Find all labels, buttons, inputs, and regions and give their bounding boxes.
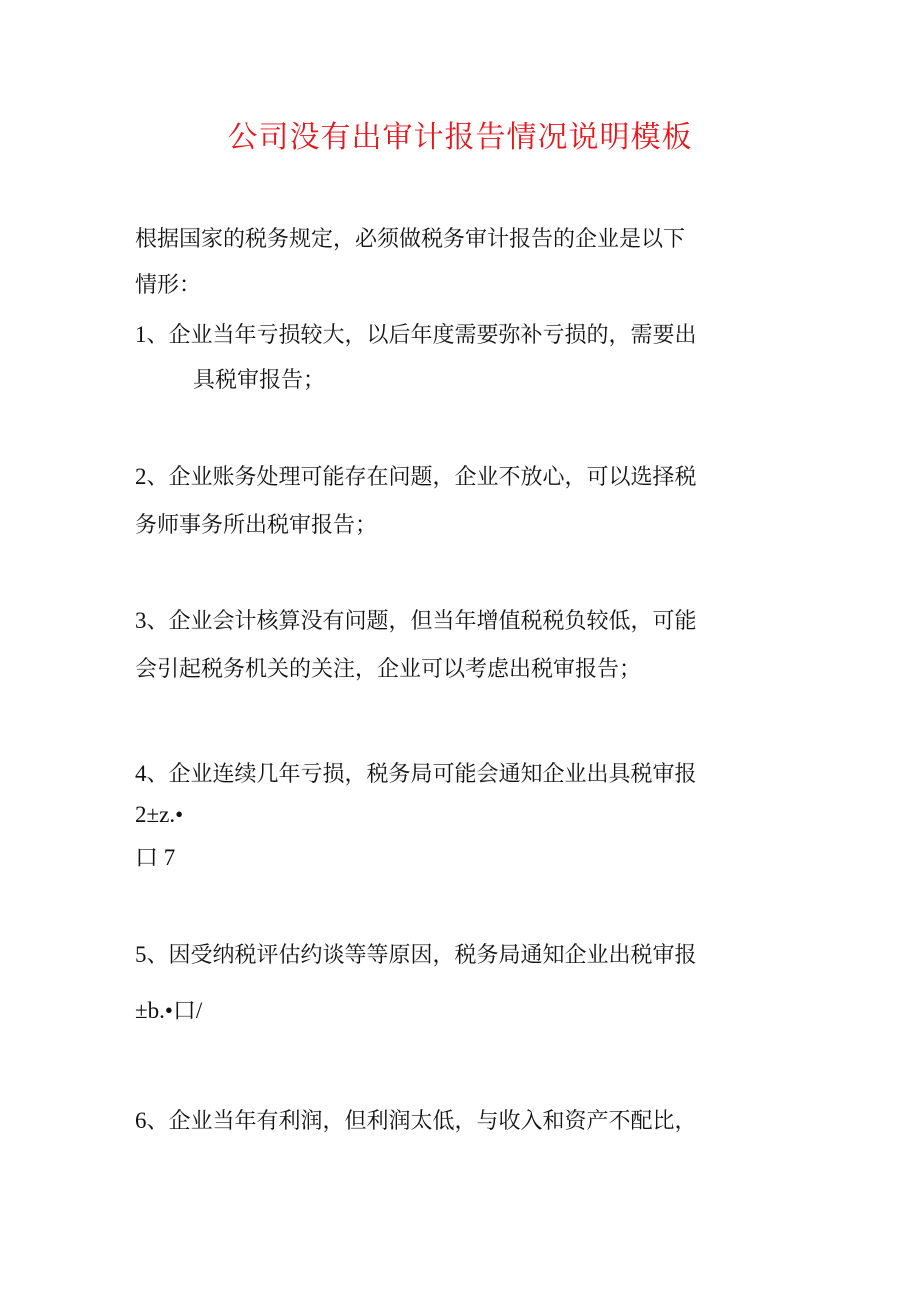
item-text: 、企业当年有利润，但利润太低，与收入和资产不配比，: [146, 1109, 697, 1134]
item-text: 、企业当年亏损较大，以后年度需要弥补亏损的，需要出: [146, 323, 697, 348]
list-item-2-continuation: 务师事务所出税审报告；: [135, 513, 378, 538]
list-item-5: [135, 940, 697, 971]
list-item-5-fragment: ±b.•口/: [135, 998, 203, 1023]
item-number: 2: [135, 464, 147, 489]
document-title: 公司没有出审计报告情况说明模板: [227, 120, 693, 155]
item-number: 6: [135, 1108, 147, 1133]
item-number: 3: [135, 608, 147, 633]
list-item-1: [135, 320, 697, 351]
list-item-3-continuation: 会引起税务机关的关注，企业可以考虑出税审报告；: [135, 657, 642, 682]
item-text: 、企业账务处理可能存在问题，企业不放心，可以选择税: [146, 465, 697, 490]
list-item-4: [135, 759, 697, 790]
list-item-4-fragment-1: 2±z.•: [135, 802, 184, 827]
list-item-4-fragment-2: 口 7: [135, 845, 176, 870]
list-item-1-continuation: 具税审报告；: [193, 368, 326, 393]
intro-line-2: 情形：: [135, 273, 202, 298]
item-number: 4: [135, 761, 147, 786]
list-item-2: [135, 462, 697, 493]
list-item-6: [135, 1106, 697, 1137]
item-number: 5: [135, 942, 147, 967]
intro-line-1: 根据国家的税务规定，必须做税务审计报告的企业是以下: [135, 227, 686, 252]
item-text: 、企业连续几年亏损，税务局可能会通知企业出具税审报: [146, 762, 697, 787]
item-text: 、因受纳税评估约谈等等原因，税务局通知企业出税审报: [146, 943, 697, 968]
list-item-3: [135, 606, 697, 637]
item-number: 1: [135, 322, 147, 347]
item-text: 、企业会计核算没有问题，但当年增值税税负较低，可能: [146, 609, 697, 634]
